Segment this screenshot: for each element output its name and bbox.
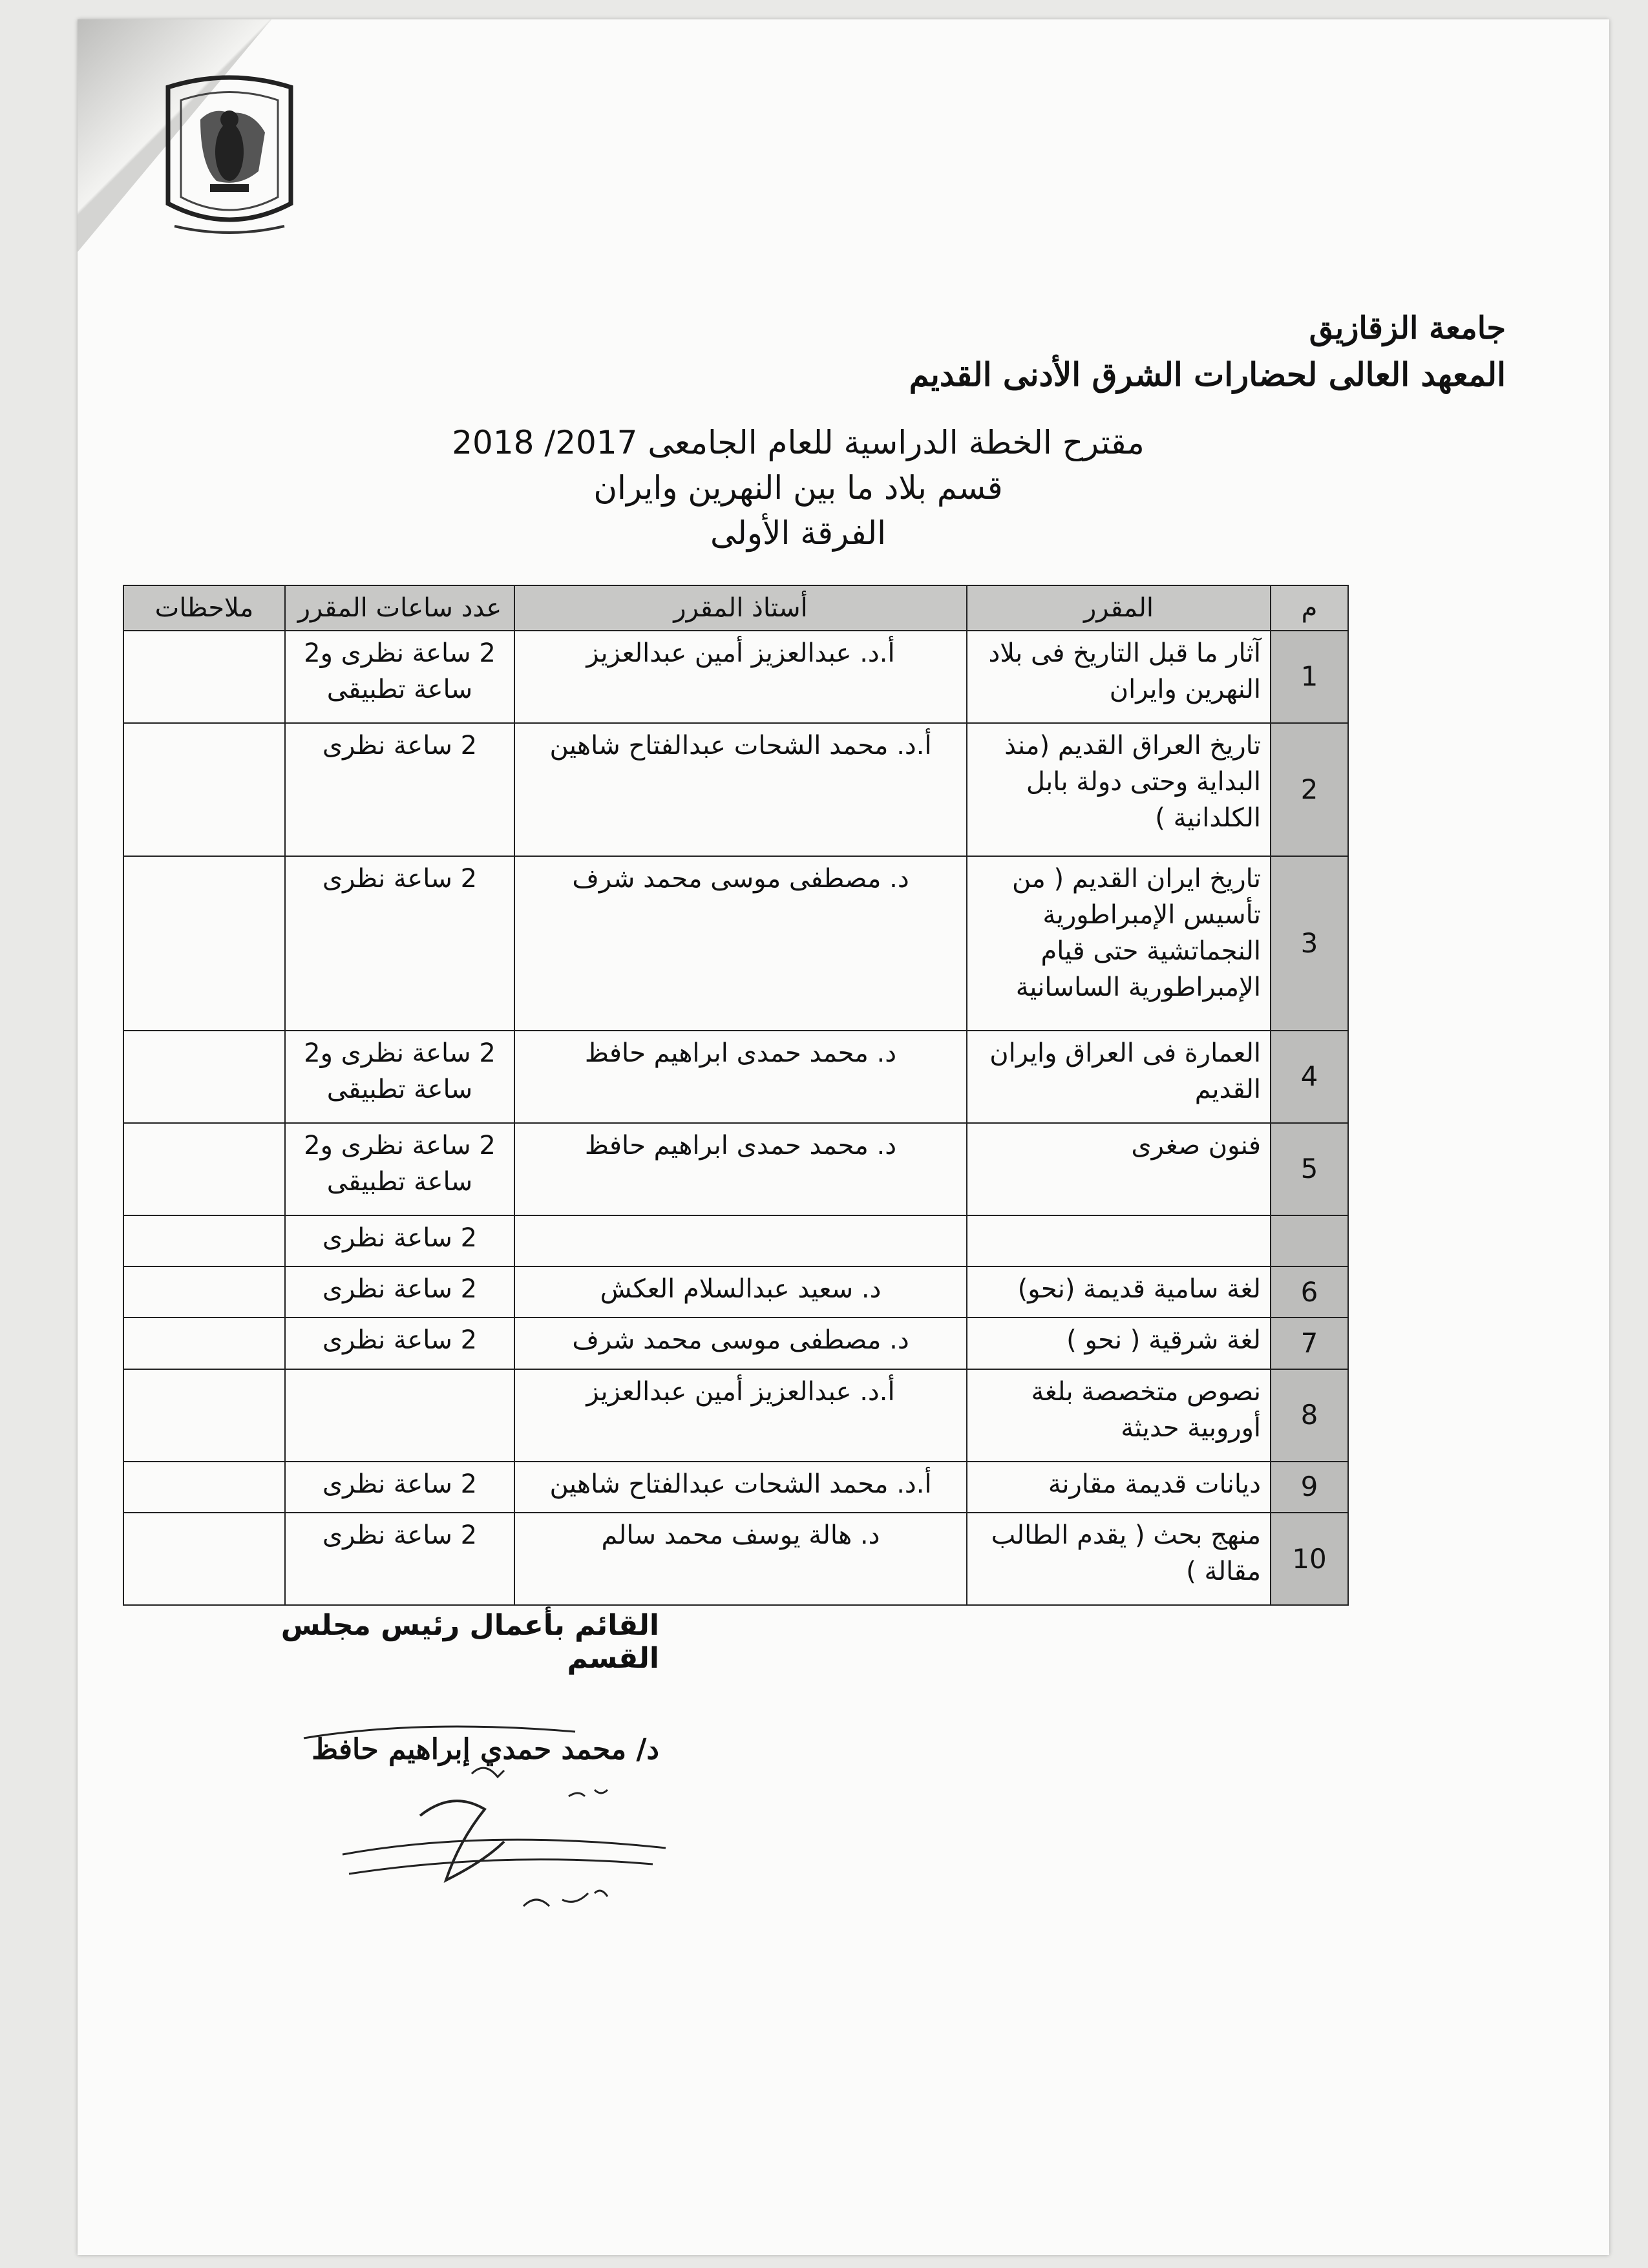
table-row — [123, 1318, 1348, 1369]
course-hours: 2 ساعة نظرى و2 ساعة تطبيقى — [285, 1031, 514, 1123]
course-name: لغة سامية قديمة (نحو) — [967, 1266, 1271, 1318]
table-row — [123, 1462, 1348, 1513]
professor-name: د. مصطفى موسى محمد شرف — [514, 856, 967, 1031]
row-number: 10 — [1271, 1513, 1348, 1605]
year-title: الفرقة الأولى — [710, 514, 887, 552]
course-hours: 2 ساعة نظرى — [285, 1462, 514, 1513]
professor-name: أ.د. عبدالعزيز أمين عبدالعزيز — [514, 1369, 967, 1462]
course-notes — [123, 1462, 285, 1513]
institute-logo — [155, 74, 304, 246]
col-header-num: م — [1271, 585, 1348, 631]
course-notes — [123, 1031, 285, 1123]
course-notes — [123, 1369, 285, 1462]
document-titles — [336, 420, 1260, 556]
row-number: 4 — [1271, 1031, 1348, 1123]
plan-title: مقترح الخطة الدراسية للعام الجامعى 2017/ 2018 — [452, 424, 1145, 461]
course-hours: 2 ساعة نظرى و2 ساعة تطبيقى — [285, 1123, 514, 1215]
signatory-name: د/ محمد حمدي إبراهيم حافظ — [312, 1733, 659, 1766]
table-row — [123, 1266, 1348, 1318]
course-name: آثار ما قبل التاريخ فى بلاد النهرين وايران — [967, 631, 1271, 723]
course-hours: 2 ساعة نظرى — [285, 1318, 514, 1369]
row-number: 3 — [1271, 856, 1348, 1031]
row-number: 7 — [1271, 1318, 1348, 1369]
course-notes — [123, 1266, 285, 1318]
professor-name: د. محمد حمدى ابراهيم حافظ — [514, 1031, 967, 1123]
table-row — [123, 1215, 1348, 1266]
col-header-professor: أستاذ المقرر — [514, 585, 967, 631]
professor-name: د. مصطفى موسى محمد شرف — [514, 1318, 967, 1369]
course-notes — [123, 723, 285, 856]
course-notes — [123, 1513, 285, 1605]
row-number: 1 — [1271, 631, 1348, 723]
professor-name: أ.د. محمد الشحات عبدالفتاح شاهين — [514, 723, 967, 856]
course-hours: 2 ساعة نظرى — [285, 723, 514, 856]
course-name: لغة شرقية ( نحو ) — [967, 1318, 1271, 1369]
table-row — [123, 1369, 1348, 1462]
course-name: فنون صغرى — [967, 1123, 1271, 1215]
professor-name: أ.د. عبدالعزيز أمين عبدالعزيز — [514, 631, 967, 723]
course-name: نصوص متخصصة بلغة أوروبية حديثة — [967, 1369, 1271, 1462]
row-number: 9 — [1271, 1462, 1348, 1513]
institution-header — [909, 310, 1506, 394]
table-header-row — [123, 585, 1348, 631]
table-row — [123, 856, 1348, 1031]
course-notes — [123, 1215, 285, 1266]
course-notes — [123, 856, 285, 1031]
study-plan-table — [123, 585, 1349, 1606]
course-hours: 2 ساعة نظرى — [285, 1215, 514, 1266]
course-hours: 2 ساعة نظرى و2 ساعة تطبيقى — [285, 631, 514, 723]
row-number: 5 — [1271, 1123, 1348, 1215]
course-name: تاريخ ايران القديم ( من تأسيس الإمبراطورية النجماتشية حتى قيام الإمبراطورية الساسانية — [967, 856, 1271, 1031]
table-row — [123, 631, 1348, 723]
university-name: جامعة الزقازيق — [1309, 310, 1506, 346]
course-name: العمارة فى العراق وايران القديم — [967, 1031, 1271, 1123]
col-header-notes: ملاحظات — [123, 585, 285, 631]
col-header-hours: عدد ساعات المقرر — [285, 585, 514, 631]
course-name: منهج بحث ( يقدم الطالب مقالة ) — [967, 1513, 1271, 1605]
professor-name: د. محمد حمدى ابراهيم حافظ — [514, 1123, 967, 1215]
course-hours: 2 ساعة نظرى — [285, 856, 514, 1031]
institute-name: المعهد العالى لحضارات الشرق الأدنى القديم — [909, 355, 1506, 394]
course-notes — [123, 631, 285, 723]
professor-name — [514, 1215, 967, 1266]
table-row — [123, 723, 1348, 856]
professor-name: أ.د. محمد الشحات عبدالفتاح شاهين — [514, 1462, 967, 1513]
table-row — [123, 1031, 1348, 1123]
course-notes — [123, 1123, 285, 1215]
professor-name: د. سعيد عبدالسلام العكش — [514, 1266, 967, 1318]
course-hours: 2 ساعة نظرى — [285, 1266, 514, 1318]
course-name: ديانات قديمة مقارنة — [967, 1462, 1271, 1513]
col-header-course: المقرر — [967, 585, 1271, 631]
professor-name: د. هالة يوسف محمد سالم — [514, 1513, 967, 1605]
row-number — [1271, 1215, 1348, 1266]
row-number: 8 — [1271, 1369, 1348, 1462]
handwritten-signature — [291, 1712, 692, 1919]
signatory-title: القائم بأعمال رئيس مجلس القسم — [280, 1609, 659, 1675]
row-number: 2 — [1271, 723, 1348, 856]
course-hours — [285, 1369, 514, 1462]
course-hours: 2 ساعة نظرى — [285, 1513, 514, 1605]
table-row — [123, 1123, 1348, 1215]
course-name — [967, 1215, 1271, 1266]
course-notes — [123, 1318, 285, 1369]
department-title: قسم بلاد ما بين النهرين وايران — [593, 469, 1003, 507]
row-number: 6 — [1271, 1266, 1348, 1318]
table-row — [123, 1513, 1348, 1605]
course-name: تاريخ العراق القديم (منذ البداية وحتى دولة بابل الكلدانية ) — [967, 723, 1271, 856]
